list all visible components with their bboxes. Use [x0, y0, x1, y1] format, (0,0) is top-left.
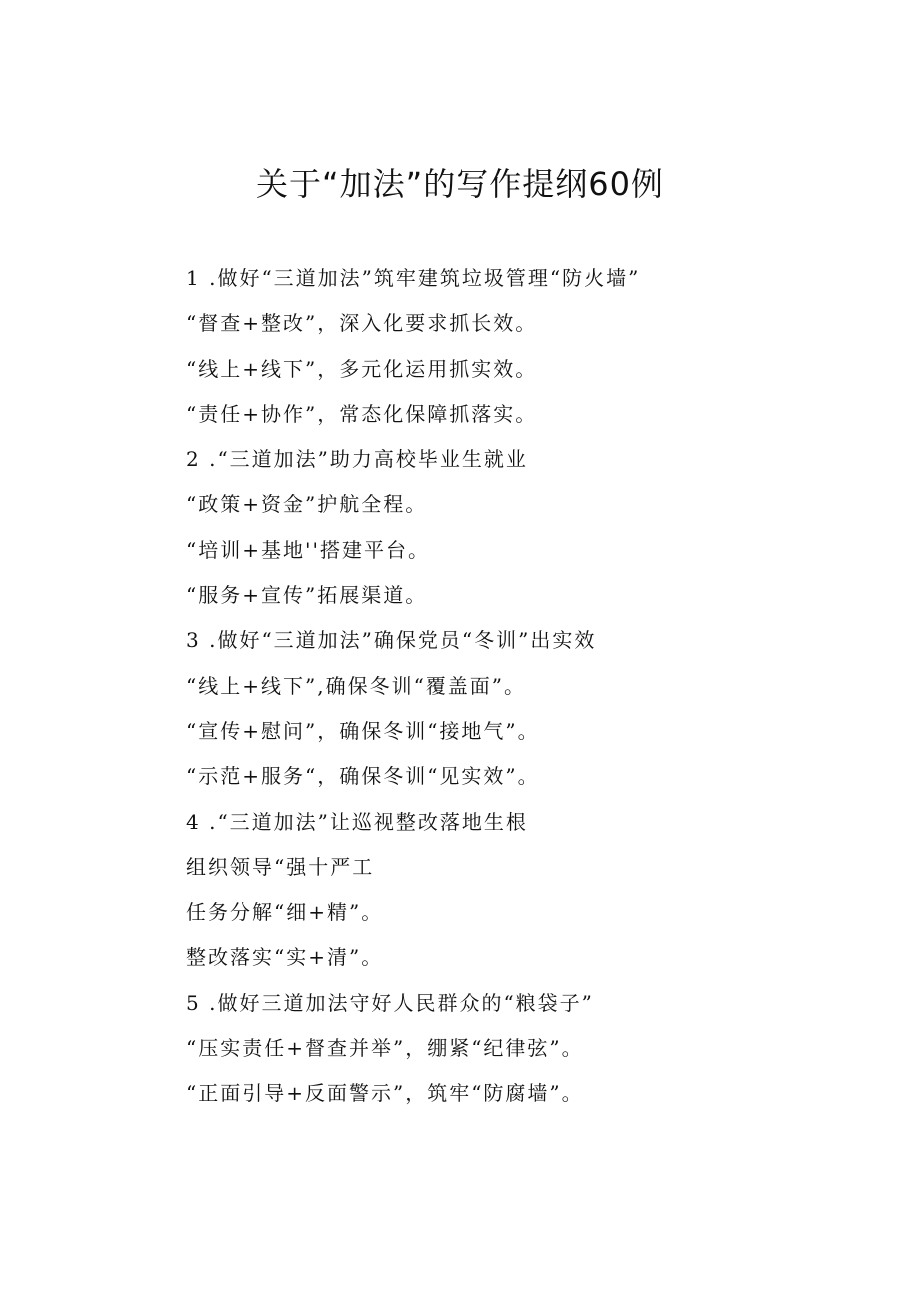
outline-item: “责任+协作”，常态化保障抓落实。 [186, 401, 538, 426]
outline-item: “宣传+慰问”，确保冬训“接地气”。 [186, 718, 540, 743]
outline-item: 组织领导“强十严工 [186, 854, 375, 879]
outline-item: “督查+整改”，深入化要求抓长效。 [186, 311, 538, 336]
outline-item: “正面引导+反面警示”，筑牢“防腐墙”。 [186, 1081, 584, 1106]
outline-item: “示范+服务“，确保冬训“见实效”。 [186, 764, 540, 789]
outline-heading-1: 1 .做好“三道加法”筑牢建筑垃圾管理“防火墙” [186, 266, 641, 290]
outline-item: 任务分解“细+精”。 [186, 900, 384, 925]
outline-heading-4: 4 .“三道加法”让巡视整改落地生根 [186, 809, 528, 834]
outline-heading-3: 3 .做好“三道加法”确保党员“冬训”出实效 [186, 628, 597, 653]
outline-item: “线上+线下”,确保冬训“覆盖面”。 [186, 673, 527, 698]
outline-heading-2: 2 .“三道加法”助力高校毕业生就业 [186, 447, 528, 472]
outline-item: “压实责任+督查并举”，绷紧“纪律弦”。 [186, 1036, 584, 1061]
document-title: 关于“加法”的写作提纲60例 [256, 165, 664, 203]
outline-item: “培训+基地''搭建平台。 [186, 537, 430, 562]
outline-item: “服务+宣传”拓展渠道。 [186, 583, 428, 608]
outline-item: 整改落实“实+清”。 [186, 945, 384, 970]
outline-heading-5: 5 .做好三道加法守好人民群众的“粮袋子” [186, 990, 594, 1015]
outline-item: “线上+线下”，多元化运用抓实效。 [186, 356, 538, 381]
outline-item: “政策+资金”护航全程。 [186, 492, 428, 517]
document-body [186, 258, 886, 1119]
